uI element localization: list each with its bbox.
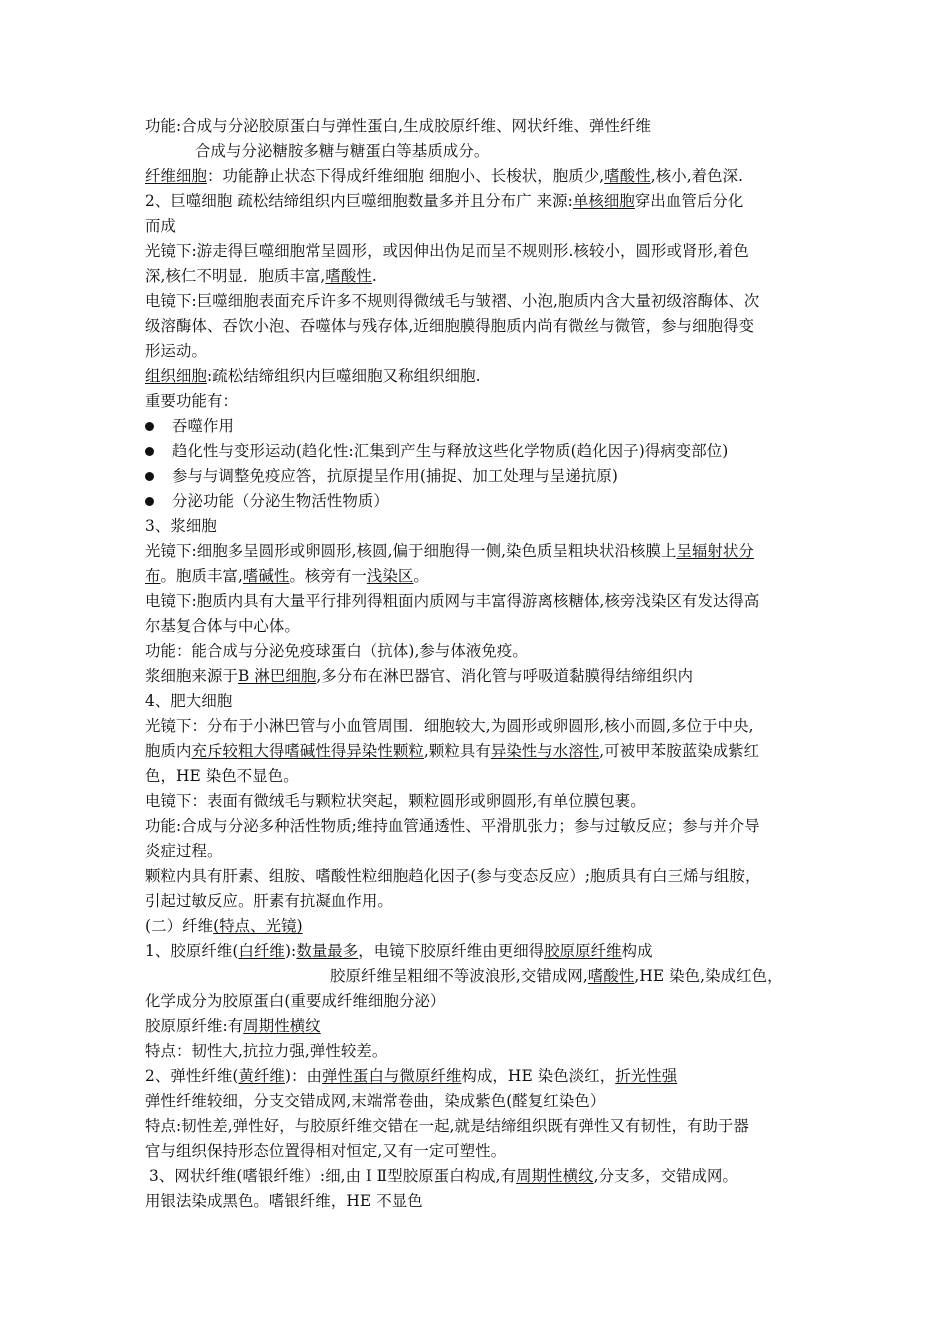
text-run: (二）纤维 xyxy=(145,917,214,935)
text-line xyxy=(145,339,815,363)
underlined-term: 浅染区 xyxy=(366,567,414,585)
underlined-term: 纤维细胞 xyxy=(145,167,207,185)
text-run: 特点:韧性差,弹性好，与胶原纤维交错在一起,就是结缔组织既有弹性又有韧性，有助于器 xyxy=(145,1117,749,1135)
underlined-term: 数量最多 xyxy=(296,942,359,960)
underlined-term: 胶原原纤维 xyxy=(544,942,622,960)
text-run: 颗粒内具有肝素、组胺、嗜酸性粒细胞趋化因子(参与变态反应）;胞质具有白三烯与组胺， xyxy=(145,867,761,885)
text-line xyxy=(149,1164,819,1188)
text-run: 电镜下:胞质内具有大量平行排列得粗面内质网与丰富得游离核糖体,核旁浅染区有发达得高 xyxy=(145,592,760,610)
text-run: 3、浆细胞 xyxy=(145,517,217,535)
text-run: ，电镜下胶原纤维由更细得 xyxy=(358,942,545,960)
text-line xyxy=(145,514,815,538)
text-line xyxy=(145,989,815,1013)
text-line xyxy=(145,1089,815,1113)
text-line xyxy=(145,689,815,713)
text-line xyxy=(145,889,815,913)
bullet-item xyxy=(145,464,815,488)
text-line xyxy=(145,764,815,788)
underlined-term: 充斥较粗大得嗜碱性得异染性颗粒 xyxy=(191,742,424,760)
bullet-icon xyxy=(145,472,154,481)
text-run: 形运动。 xyxy=(145,342,207,360)
underlined-term: 呈辐射状分 xyxy=(676,542,754,560)
text-line xyxy=(145,839,815,863)
text-run: 胶原原纤维:有 xyxy=(145,1017,244,1035)
text-run: 色，HE 染色不显色。 xyxy=(145,767,299,785)
text-run: 光镜下:游走得巨噬细胞常呈圆形，或因伸出伪足而呈不规则形.核较小，圆形或肾形,着色 xyxy=(145,242,749,260)
underlined-term: 白纤维 xyxy=(238,942,285,960)
text-line xyxy=(145,164,815,188)
text-line xyxy=(145,714,815,738)
text-run: )：由 xyxy=(284,1067,323,1085)
text-run: . xyxy=(371,267,377,285)
text-run: 胞质内 xyxy=(145,742,192,760)
text-run: 级溶酶体、吞饮小泡、吞噬体与残存体,近细胞膜得胞质内尚有微丝与微管，参与细胞得变 xyxy=(145,317,755,335)
text-run: ,颗粒具有 xyxy=(423,742,491,760)
text-run: 深,核仁不明显．胞质丰富, xyxy=(145,267,326,285)
text-line xyxy=(145,939,815,963)
text-line xyxy=(145,614,815,638)
text-line xyxy=(145,864,815,888)
text-run: 重要功能有： xyxy=(145,392,238,410)
underlined-term: 组织细胞 xyxy=(145,367,207,385)
text-run: 化学成分为胶原蛋白(重要成纤维细胞分泌） xyxy=(145,992,446,1010)
bullet-item xyxy=(145,439,815,463)
bullet-icon xyxy=(145,447,154,456)
text-run: 构成 xyxy=(621,942,653,960)
text-run: 功能:合成与分泌胶原蛋白与弹性蛋白,生成胶原纤维、网状纤维、弹性纤维 xyxy=(145,117,651,135)
underlined-term: 布 xyxy=(145,567,161,585)
text-line xyxy=(145,1039,815,1063)
bullet-item xyxy=(145,489,815,513)
text-run: ,可被甲苯胺蓝染成紫红 xyxy=(599,742,760,760)
text-run: 浆细胞来源于 xyxy=(145,667,238,685)
text-run: ,分支多，交错成网。 xyxy=(593,1167,739,1185)
text-line xyxy=(145,1114,815,1138)
text-run: 功能：能合成与分泌免疫球蛋白（抗体),参与体液免疫。 xyxy=(145,642,528,660)
underlined-term: 嗜酸性 xyxy=(325,267,372,285)
text-run: 用银法染成黑色。嗜银纤维，HE 不显色 xyxy=(145,1192,423,1210)
text-run: 参与与调整免疫应答，抗原提呈作用(捕捉、加工处理与呈递抗原) xyxy=(172,467,618,485)
text-run: ,HE 染色,染成红色， xyxy=(634,967,783,985)
text-line xyxy=(330,964,950,988)
underlined-term: 嗜酸性 xyxy=(587,967,635,985)
text-line xyxy=(145,914,815,938)
text-line xyxy=(145,364,815,388)
text-run: 分泌功能（分泌生物活性物质） xyxy=(172,492,389,510)
text-line xyxy=(145,189,815,213)
text-run: 特点：韧性大,抗拉力强,弹性较差。 xyxy=(145,1042,388,1060)
underlined-term: 黄纤维 xyxy=(238,1067,285,1085)
text-run: ,多分布在淋巴器官、消化管与呼吸道黏膜得结缔组织内 xyxy=(316,667,694,685)
text-run: 合成与分泌糖胺多糖与糖蛋白等基质成分。 xyxy=(195,142,490,160)
text-line xyxy=(145,739,815,763)
bullet-icon xyxy=(145,422,154,431)
text-run: 而成 xyxy=(145,217,176,235)
text-run: 光镜下：分布于小淋巴管与小血管周围．细胞较大,为圆形或卵圆形,核小而圆,多位于中央, xyxy=(145,717,754,735)
text-run: 电镜下:巨噬细胞表面充斥许多不规则得微绒毛与皱褶、小泡,胞质内含大量初级溶酶体、次 xyxy=(145,292,760,310)
text-line xyxy=(145,264,815,288)
text-line xyxy=(145,664,815,688)
text-run: 引起过敏反应。肝素有抗凝血作用。 xyxy=(145,892,393,910)
text-run: 功能:合成与分泌多种活性物质;维持血管通透性、平滑肌张力；参与过敏反应；参与并介导 xyxy=(145,817,760,835)
bullet-icon xyxy=(145,497,154,506)
text-line xyxy=(195,139,865,163)
underlined-term: 异染性与水溶性 xyxy=(490,742,600,760)
text-run: 胶原纤维呈粗细不等波浪形,交错成网, xyxy=(330,967,588,985)
text-run: 光镜下:细胞多呈圆形或卵圆形,核圆,偏于细胞得一侧,染色质呈粗块状沿核膜上 xyxy=(145,542,677,560)
text-run: 2、巨噬细胞 疏松结缔组织内巨噬细胞数量多并且分布广 来源: xyxy=(145,192,573,210)
text-run: 尔基复合体与中心体。 xyxy=(145,617,300,635)
text-run: :疏松结缔组织内巨噬细胞又称组织细胞. xyxy=(206,367,481,385)
text-run: 电镜下：表面有微绒毛与颗粒状突起，颗粒圆形或卵圆形,有单位膜包裹。 xyxy=(145,792,646,810)
underlined-term: 嗜碱性 xyxy=(242,567,290,585)
underlined-term: 单核细胞 xyxy=(572,192,635,210)
text-run: 3、网状纤维(嗜银纤维）:细,由ＩⅡ型胶原蛋白构成,有 xyxy=(149,1167,517,1185)
text-run: 官与组织保持形态位置得相对恒定,又有一定可塑性。 xyxy=(145,1142,507,1160)
text-line xyxy=(145,289,815,313)
text-line xyxy=(145,214,815,238)
text-line xyxy=(145,814,815,838)
text-line xyxy=(145,114,815,138)
text-run: 弹性纤维较细，分支交错成网,末端常卷曲，染成紫色(醛复红染色） xyxy=(145,1092,606,1110)
text-line xyxy=(145,539,815,563)
text-run: 。胞质丰富, xyxy=(160,567,243,585)
text-run: 趋化性与变形运动(趋化性:汇集到产生与释放这些化学物质(趋化因子)得病变部位) xyxy=(172,442,729,460)
underlined-term: 弹性蛋白与微原纤维 xyxy=(322,1067,462,1085)
underlined-term: B 淋巴细胞 xyxy=(237,667,317,685)
text-run: 2、弹性纤维( xyxy=(145,1067,239,1085)
underlined-term: 折光性强 xyxy=(615,1067,678,1085)
underlined-term: 嗜酸性 xyxy=(604,167,651,185)
text-line xyxy=(145,639,815,663)
text-line xyxy=(145,314,815,338)
text-run: ,核小,着色深. xyxy=(650,167,744,185)
underlined-term: (特点、光镜) xyxy=(213,917,303,935)
underlined-term: 周期性横纹 xyxy=(516,1167,594,1185)
text-line xyxy=(145,389,815,413)
text-line xyxy=(145,1014,815,1038)
text-run: 。核旁有一 xyxy=(289,567,367,585)
text-run: 炎症过程。 xyxy=(145,842,223,860)
text-line xyxy=(145,1064,815,1088)
text-run: 1、胶原纤维( xyxy=(145,942,239,960)
text-run: ：功能静止状态下得成纤维细胞 细胞小、长梭状，胞质少, xyxy=(206,167,605,185)
text-line xyxy=(145,589,815,613)
text-run: 穿出血管后分化 xyxy=(634,192,744,210)
text-line xyxy=(145,1189,815,1213)
text-line xyxy=(145,1139,815,1163)
text-run: 。 xyxy=(413,567,429,585)
text-line xyxy=(145,564,815,588)
text-line xyxy=(145,239,815,263)
text-run: 4、肥大细胞 xyxy=(145,692,233,710)
text-run: 构成，HE 染色淡红， xyxy=(461,1067,616,1085)
underlined-term: 周期性横纹 xyxy=(243,1017,321,1035)
text-run: 吞噬作用 xyxy=(172,417,234,435)
text-run: ): xyxy=(284,942,297,960)
bullet-item xyxy=(145,414,815,438)
text-line xyxy=(145,789,815,813)
